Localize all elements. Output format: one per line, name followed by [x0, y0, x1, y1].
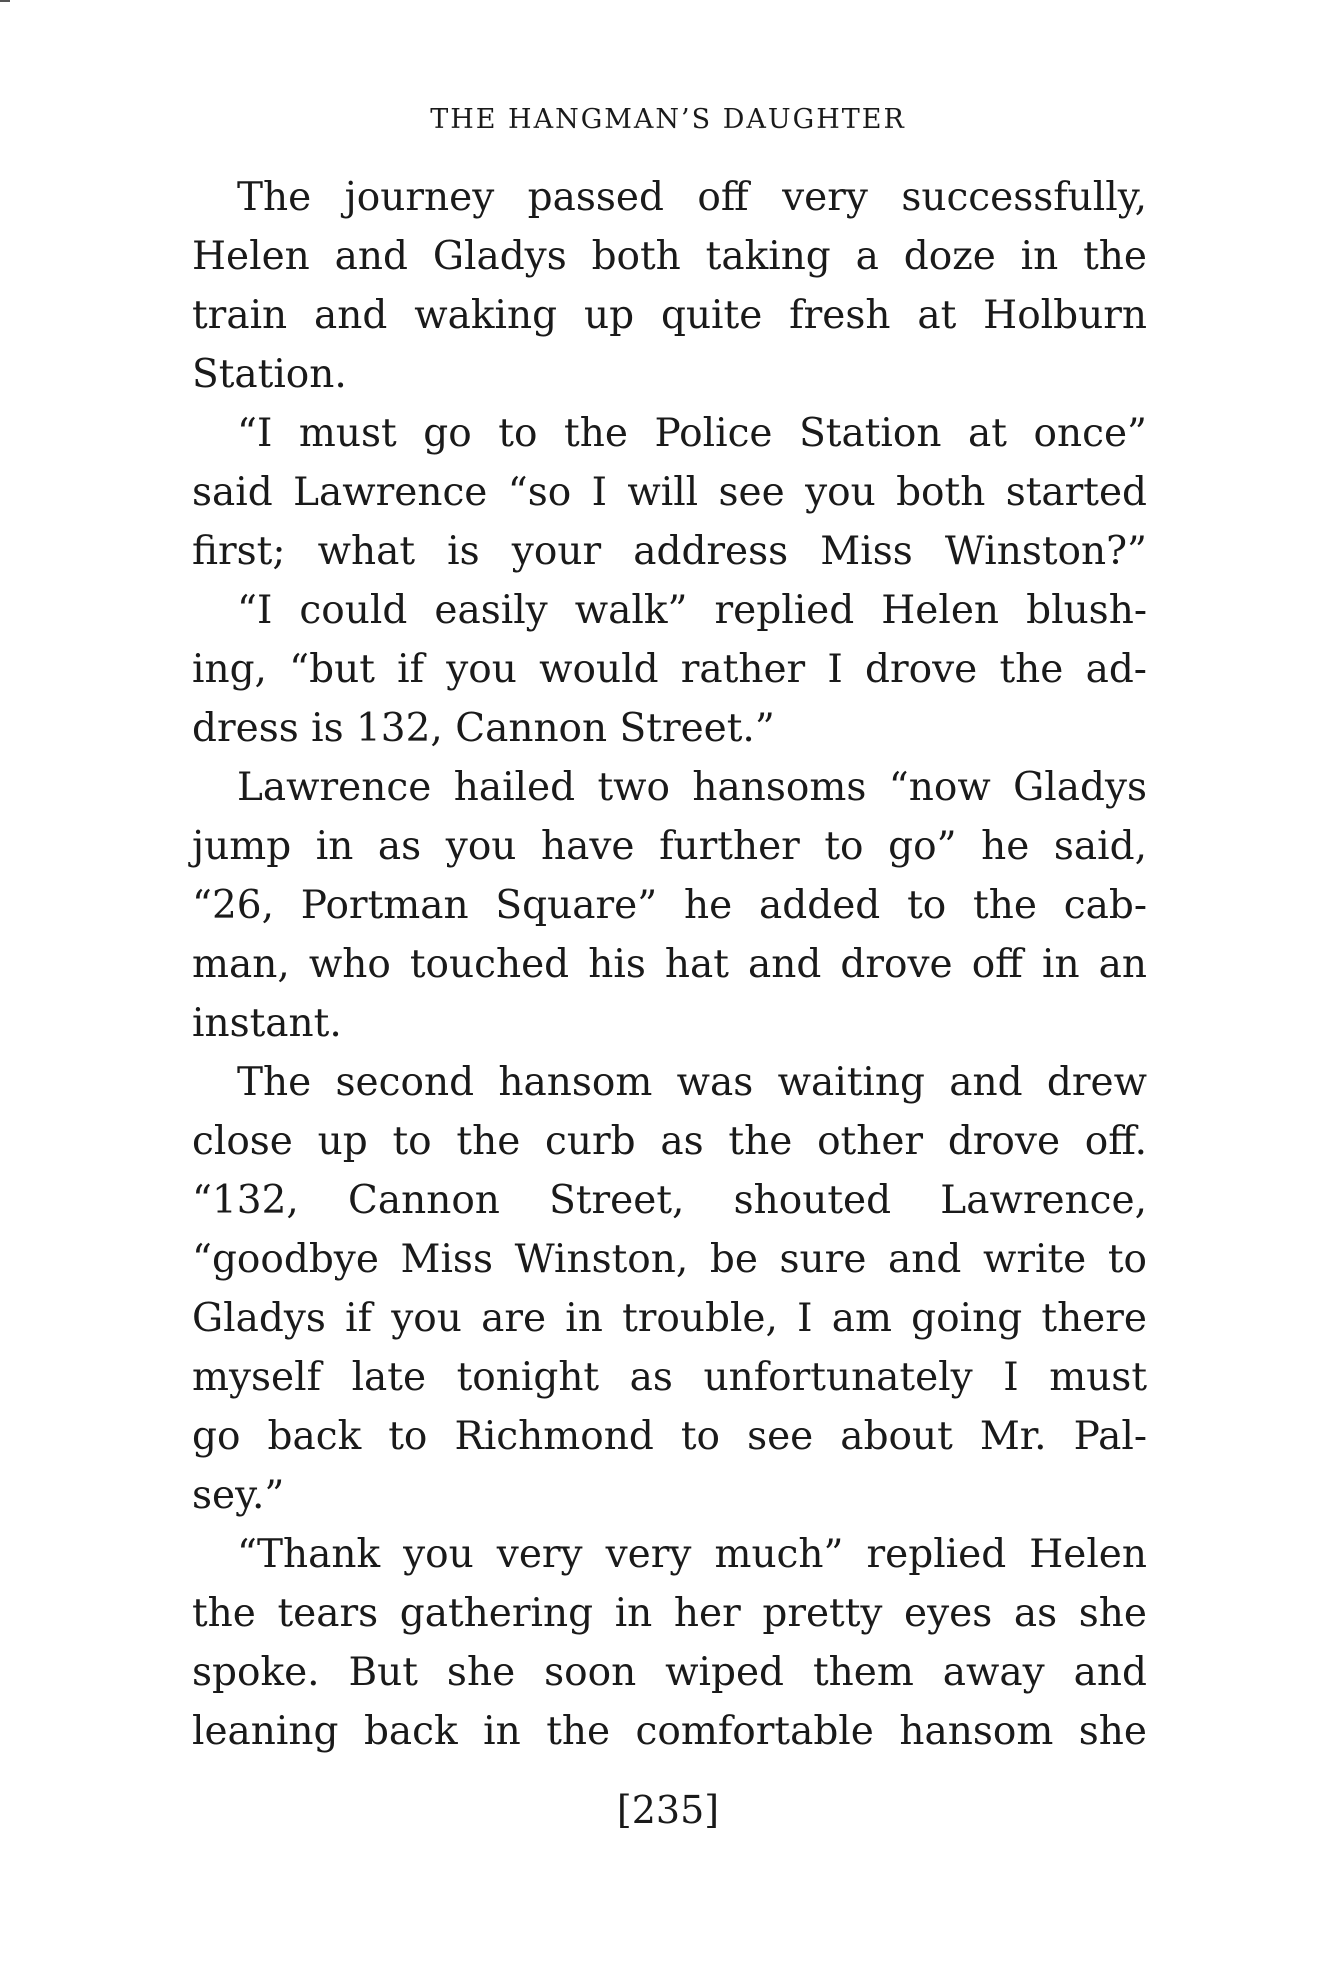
text-line: jump in as you have further to go” he said,: [192, 824, 1147, 869]
text-line: dress is 132, Cannon Street.”: [192, 706, 775, 751]
text-line: man, who touched his hat and drove off in an: [192, 942, 1147, 987]
page-number: [235]: [616, 1788, 720, 1832]
text-line: Station.: [192, 352, 347, 397]
text-line: train and waking up quite fresh at Holburn: [192, 293, 1147, 338]
text-line: “26, Portman Square” he added to the cab-: [192, 883, 1147, 928]
text-line: The second hansom was waiting and drew: [237, 1060, 1147, 1105]
body-text: [192, 168, 1147, 1761]
text-line: myself late tonight as unfortunately I must: [192, 1355, 1147, 1400]
text-line: first; what is your address Miss Winston?”: [192, 529, 1147, 574]
text-line: ing, “but if you would rather I drove the ad-: [192, 647, 1147, 692]
text-line: “132, Cannon Street, shouted Lawrence,: [192, 1178, 1147, 1223]
text-line: “I could easily walk” replied Helen blush-: [237, 588, 1147, 633]
text-line: go back to Richmond to see about Mr. Pal-: [192, 1414, 1147, 1459]
text-line: instant.: [192, 1001, 342, 1046]
text-line: said Lawrence “so I will see you both started: [192, 470, 1147, 515]
text-line: Lawrence hailed two hansoms “now Gladys: [237, 765, 1147, 810]
text-line: The journey passed off very successfully,: [237, 175, 1147, 220]
text-line: close up to the curb as the other drove off.: [192, 1119, 1147, 1164]
text-line: “Thank you very very much” replied Helen: [237, 1532, 1147, 1577]
text-line: leaning back in the comfortable hansom she: [192, 1709, 1147, 1754]
text-line: sey.”: [192, 1473, 285, 1518]
text-line: spoke. But she soon wiped them away and: [192, 1650, 1147, 1695]
text-line: “goodbye Miss Winston, be sure and write to: [192, 1237, 1147, 1282]
running-head: THE HANGMAN’S DAUGHTER: [430, 104, 906, 135]
text-line: Gladys if you are in trouble, I am going there: [192, 1296, 1147, 1341]
text-line: “I must go to the Police Station at once”: [237, 411, 1147, 456]
scan-mark: [0, 0, 10, 2]
text-line: Helen and Gladys both taking a doze in the: [192, 234, 1147, 279]
text-line: the tears gathering in her pretty eyes as she: [192, 1591, 1147, 1636]
